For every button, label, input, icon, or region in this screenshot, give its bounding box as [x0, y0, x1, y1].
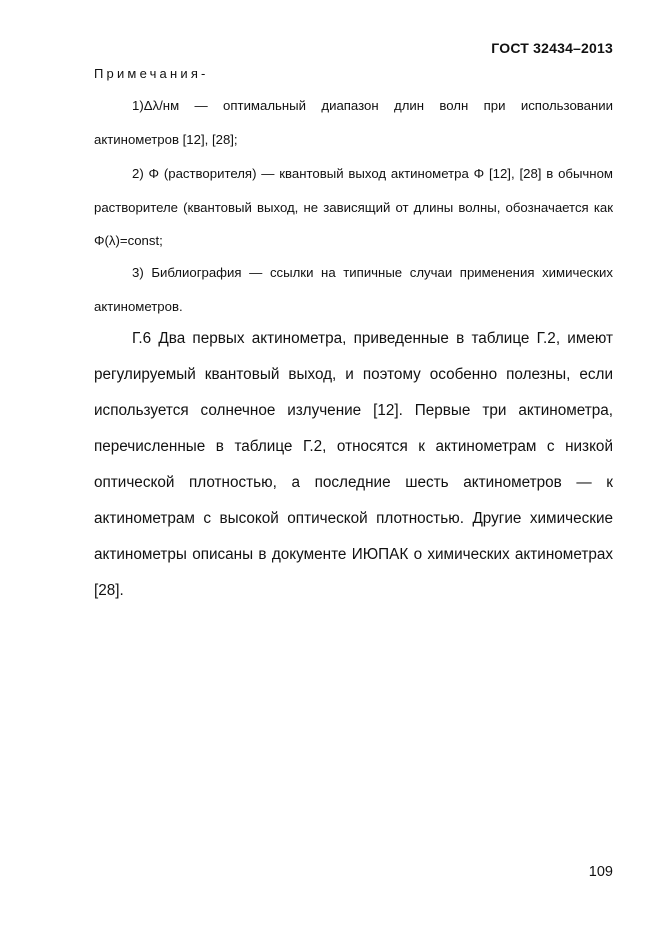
- notes-title: Примечания-: [94, 66, 209, 81]
- document-code-header: ГОСТ 32434–2013: [491, 40, 613, 56]
- note-item-1-text: 1)Δλ/нм — оптимальный диапазон длин волн при использовании актинометров [12], [28];: [94, 98, 613, 147]
- section-g6-text: Г.6 Два первых актинометра, приведенные в таблице Г.2, имеют регулируемый квантовый выход, и поэтому особенно полезны, если используется солнечное излучение [12]. Первые три актинометра, перечисленные в таблице Г.2, относятся к актинометрам с низкой оптической плотностью, а последние шесть актинометров — к актинометрам с высокой оптической плотностью. Другие химические актинометры описаны в документе ИЮПАК о химических актинометрах [28].: [94, 330, 613, 599]
- note-item-2: [94, 157, 613, 258]
- note-item-2-text: 2) Φ (растворителя) — квантовый выход актинометра Φ [12], [28] в обычном растворителе (квантовый выход, не зависящий от длины волны, обозначается как Φ(λ)=const;: [94, 166, 613, 248]
- note-item-1: [94, 89, 613, 156]
- note-item-3: [94, 256, 613, 323]
- page-number: 109: [588, 864, 613, 880]
- note-item-3-text: 3) Библиография — ссылки на типичные случаи применения химических актинометров.: [94, 265, 613, 314]
- section-g6-paragraph: [94, 321, 613, 609]
